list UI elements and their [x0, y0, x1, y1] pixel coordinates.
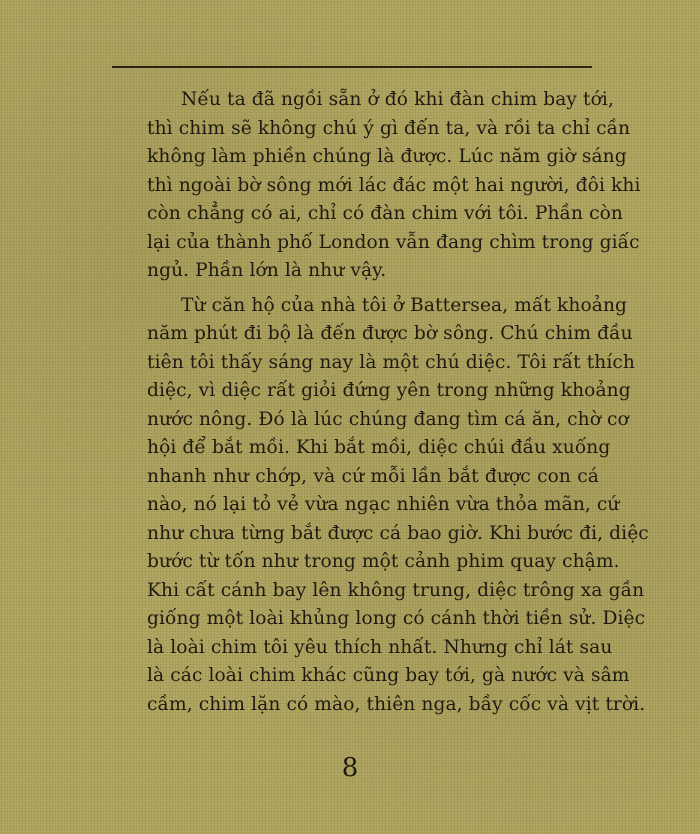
- text-line: nước nông. Đó là lúc chúng đang tìm cá ăn, chờ cơ: [147, 408, 629, 430]
- text-line: nhanh như chớp, và cứ mỗi lần bắt được con cá: [147, 465, 599, 487]
- text-line: thì chim sẽ không chú ý gì đến ta, và rồi ta chỉ cần: [147, 117, 631, 139]
- text-line: thì ngoài bờ sông mới lác đác một hai người, đôi khi: [147, 174, 641, 196]
- page-number: 8: [341, 753, 359, 783]
- text-line: như chưa từng bắt được cá bao giờ. Khi bước đi, diệc: [147, 522, 649, 544]
- text-line: là các loài chim khác cũng bay tới, gà nước và sâm: [147, 665, 630, 686]
- paragraph-2: [113, 292, 649, 720]
- text-line: là loài chim tôi yêu thích nhất. Nhưng chỉ lát sau: [147, 636, 613, 658]
- text-line: còn chẳng có ai, chỉ có đàn chim với tôi. Phần còn: [147, 203, 623, 224]
- text-line: ngủ. Phần lớn là như vậy.: [147, 260, 387, 281]
- text-line: năm phút đi bộ là đến được bờ sông. Chú chim đầu: [147, 323, 633, 344]
- text-line: cầm, chim lặn có mào, thiên nga, bầy cốc và vịt trời.: [147, 693, 646, 715]
- text-line: lại của thành phố London vẫn đang chìm trong giấc: [147, 231, 640, 253]
- body-text: [113, 86, 649, 725]
- text-line: Nếu ta đã ngồi sẵn ở đó khi đàn chim bay tới,: [181, 89, 614, 110]
- text-line: bước từ tốn như trong một cảnh phim quay chậm.: [147, 551, 620, 572]
- text-line: diệc, vì diệc rất giỏi đứng yên trong những khoảng: [147, 380, 631, 401]
- text-line: Từ căn hộ của nhà tôi ở Battersea, mất khoảng: [181, 294, 628, 316]
- text-line: nào, nó lại tỏ vẻ vừa ngạc nhiên vừa thỏa mãn, cứ: [147, 494, 620, 515]
- paragraph-1: [113, 86, 641, 286]
- text-line: Khi cất cánh bay lên không trung, diệc trông xa gần: [147, 579, 645, 601]
- text-line: giống một loài khủng long có cánh thời tiền sử. Diệc: [147, 608, 646, 629]
- text-line: hội để bắt mồi. Khi bắt mồi, diệc chúi đầu xuống: [147, 437, 611, 458]
- header-rule: [112, 66, 592, 68]
- text-line: tiên tôi thấy sáng nay là một chú diệc. Tôi rất thích: [147, 351, 635, 373]
- text-line: không làm phiền chúng là được. Lúc năm giờ sáng: [147, 146, 627, 167]
